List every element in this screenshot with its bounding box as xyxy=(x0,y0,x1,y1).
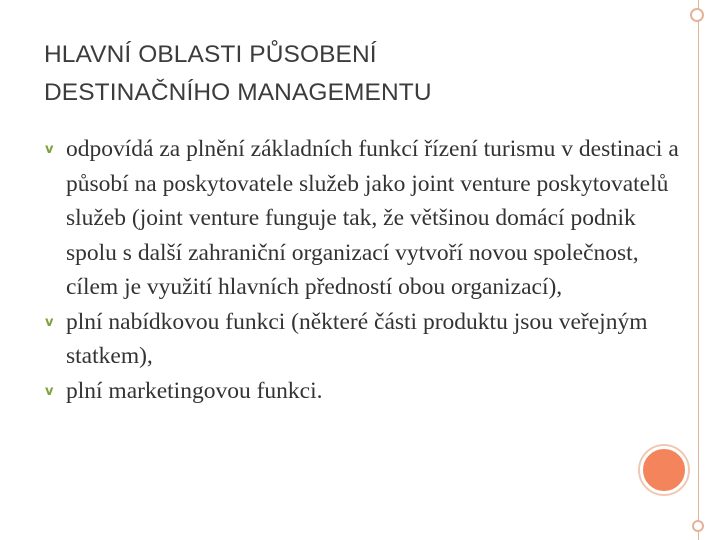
decorative-vertical-rule xyxy=(698,0,699,540)
checkmark-v-icon: v xyxy=(45,314,54,330)
bullet-item xyxy=(44,374,684,409)
bullet-text: odpovídá za plnění základních funkcí řízení turismu v destinaci a působí na poskytovatele služeb jako joint venture poskytovatelů služeb (joint venture funguje tak, že většinou domácí podnik spolu s další zahraniční organizací vytvoří novou společnost, cílem je využití hlavních předností obou organizací), xyxy=(66,136,679,300)
decorative-circle-accent xyxy=(640,446,688,494)
slide-title-line-2: DESTINAČNÍHO MANAGEMENTU xyxy=(44,79,432,106)
checkmark-v-icon: v xyxy=(45,142,54,157)
bullet-text: plní marketingovou funkci. xyxy=(66,377,323,404)
slide-title xyxy=(44,36,664,112)
bullet-list xyxy=(44,132,684,408)
decorative-circle-bottom xyxy=(692,520,704,532)
slide-title-line-1: HLAVNÍ OBLASTI PŮSOBENÍ xyxy=(44,41,377,68)
bullet-text: plní nabídkovou funkci (některé části produktu jsou veřejným statkem), xyxy=(66,308,648,369)
bullet-item xyxy=(44,305,684,374)
bullet-item xyxy=(44,132,684,305)
decorative-circle-top xyxy=(690,8,704,22)
checkmark-v-icon: v xyxy=(45,383,54,399)
